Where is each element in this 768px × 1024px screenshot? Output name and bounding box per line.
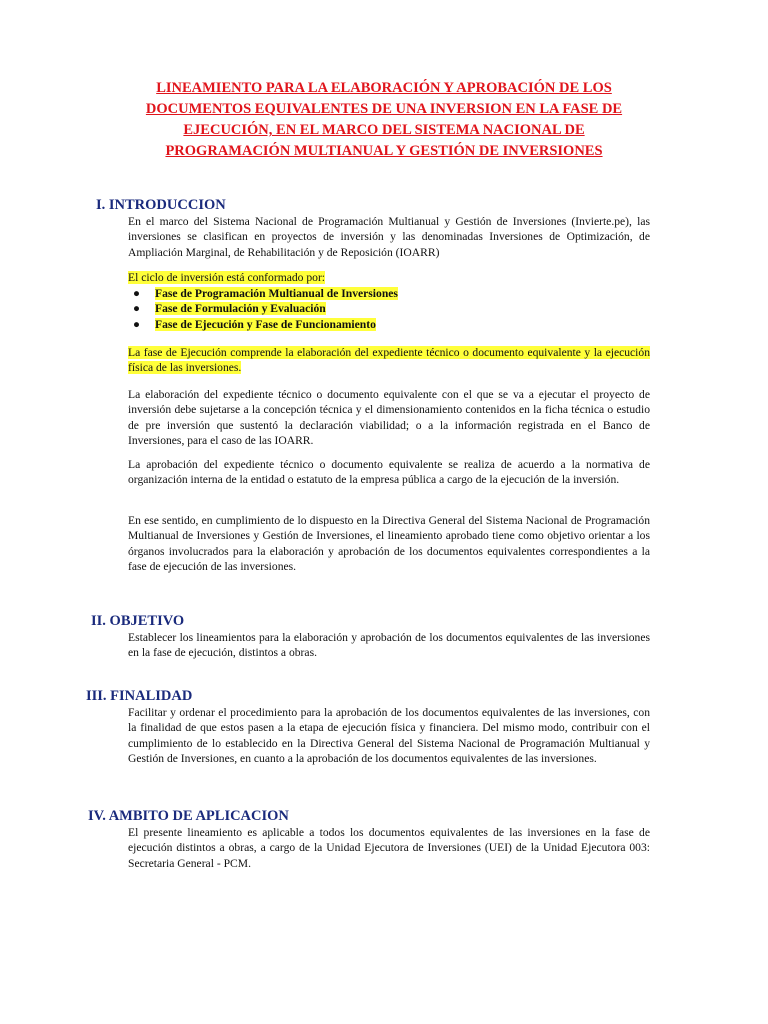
section-heading-introduccion: I. INTRODUCCION (96, 197, 226, 213)
list-item (128, 286, 398, 301)
list-item (128, 317, 398, 332)
bullet-icon: ● (133, 287, 141, 300)
title-line: LINEAMIENTO PARA LA ELABORACIÓN Y APROBACIÓN DE LOS (156, 80, 612, 96)
intro-paragraph-2 (128, 345, 650, 376)
list-item-text: Fase de Programación Multianual de Inversiones (155, 287, 398, 300)
intro-paragraph-4: La aprobación del expediente técnico o documento equivalente se realiza de acuerdo a la normativa de organización interna de la entidad o estatuto de la empresa pública a cargo de la ejecución de la inversión. (128, 458, 650, 487)
investment-cycle-list (128, 286, 398, 332)
list-item-text: Fase de Formulación y Evaluación (155, 302, 326, 316)
finalidad-paragraph: Facilitar y ordenar el procedimiento para la aprobación de los documentos equivalentes de las inversiones, con la finalidad de que estos pasen a la etapa de ejecución física y financiera. Del mismo modo, contribuir con el cumplimiento de lo establecido en la Directiva General del Sistema Nacional de Programación Multianual y Gestión de Inversiones, en cuanto a la aprobación de los documentos equivalentes de las inversiones. (128, 706, 650, 765)
execution-phase-highlight: La fase de Ejecución comprende la elaboración del expediente técnico o documento equivalente y la ejecución física de las inversiones. (128, 346, 650, 375)
cycle-intro-highlight: El ciclo de inversión está conformado por: (128, 271, 326, 284)
list-item-text: Fase de Ejecución y Fase de Funcionamiento (155, 317, 376, 331)
intro-paragraph-3: La elaboración del expediente técnico o documento equivalente con el que se va a ejecutar el proyecto de inversión debe sujetarse a la concepción técnica y el dimensionamiento contenidos en la ficha técnica o estudio de pre inversión que sustentó la declaración viabilidad; o a la información registrada en el Banco de Inversiones, para el caso de las IOARR. (128, 388, 650, 447)
section-heading-ambito: IV. AMBITO DE APLICACION (88, 808, 289, 824)
section-heading-finalidad: III. FINALIDAD (86, 688, 193, 704)
cycle-intro-text (128, 270, 650, 285)
objetivo-paragraph: Establecer los lineamientos para la elaboración y aprobación de los documentos equivalentes de las inversiones en la fase de ejecución, distintos a obras. (128, 631, 650, 660)
title-line: DOCUMENTOS EQUIVALENTES DE UNA INVERSION EN LA FASE DE (145, 101, 623, 117)
title-line: EJECUCIÓN, EN EL MARCO DEL SISTEMA NACIONAL DE (183, 122, 585, 138)
ambito-paragraph: El presente lineamiento es aplicable a todos los documentos equivalentes de las inversiones en la fase de ejecución distintos a obras, a cargo de la Unidad Ejecutora de Inversiones (UEI) de la Unidad Ejecutora 003: Secretaria General - PCM. (128, 826, 650, 870)
bullet-icon: ● (133, 317, 141, 331)
section-heading-objetivo: II. OBJETIVO (91, 613, 185, 629)
bullet-icon: ● (133, 302, 141, 316)
title-line: PROGRAMACIÓN MULTIANUAL Y GESTIÓN DE INVERSIONES (165, 143, 603, 159)
intro-paragraph-1: En el marco del Sistema Nacional de Programación Multianual y Gestión de Inversiones (Invierte.pe), las inversiones se clasifican en proyectos de inversión y las denominadas Inversiones de Optimización, de Ampliación Marginal, de Rehabilitación y de Reposición (IOARR) (128, 215, 650, 259)
document-title (110, 78, 658, 162)
list-item (128, 301, 398, 316)
intro-paragraph-5: En ese sentido, en cumplimiento de lo dispuesto en la Directiva General del Sistema Nacional de Programación Multianual de Inversiones y Gestión de Inversiones, el lineamiento aprobado tiene como objetivo orientar a los órganos involucrados para la elaboración y aprobación de los documentos equivalentes correspondientes a la fase de ejecución de las inversiones. (128, 514, 650, 573)
